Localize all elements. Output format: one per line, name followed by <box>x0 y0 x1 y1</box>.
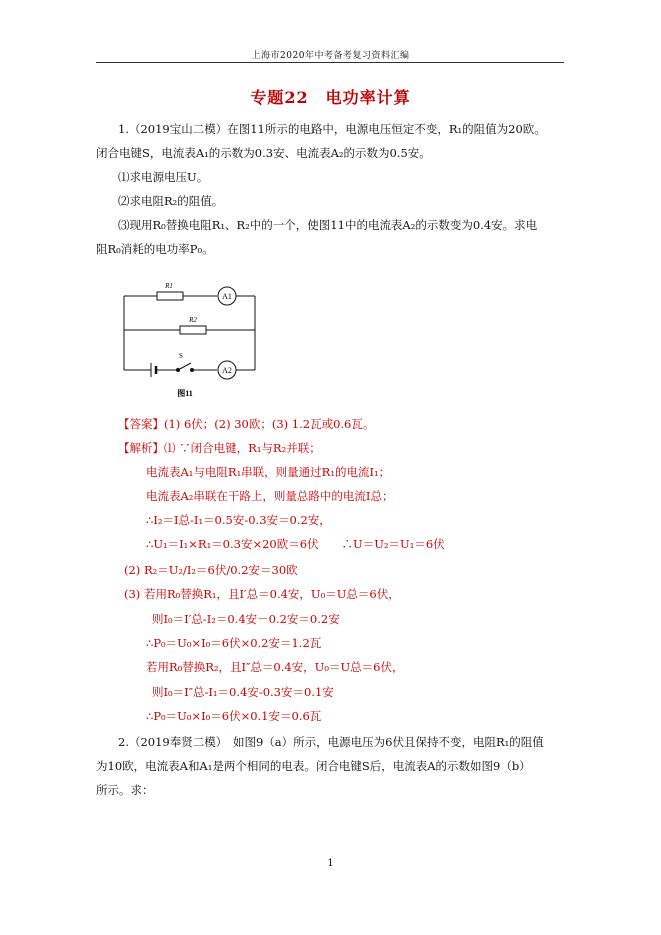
q1-part-3b: 阻R₀消耗的电功率P₀。 <box>96 242 214 256</box>
figure-caption: 图11 <box>177 389 193 398</box>
q2-line-2: 为10欧，电流表A和A₁是两个相同的电表。闭合电键S后，电流表A的示数如图9（b） <box>96 759 531 773</box>
document-title: 专题22 电功率计算 <box>250 88 411 107</box>
analysis-line-8: 则I₀＝I′总-I₂＝0.4安－0.2安＝0.2安 <box>152 612 340 626</box>
label-s: S <box>179 352 183 360</box>
analysis-line-6: (2) R₂＝U₂/I₂＝6伏/0.2安＝30欧 <box>124 563 298 577</box>
q1-line-1: 1.（2019宝山二模）在图11所示的电路中，电源电压恒定不变，R₁的阻值为20欧。 <box>118 122 546 136</box>
analysis-line-5: ∴U₁＝I₁×R₁＝0.3安×20欧＝6伏 ∴U＝U₂＝U₁＝6伏 <box>146 537 445 551</box>
analysis-line-9: ∴P₀＝U₀×I₀＝6伏×0.2安＝1.2瓦 <box>146 636 322 650</box>
q1-part-2: ⑵求电阻R₂的阻值。 <box>118 194 224 208</box>
q1-line-2: 闭合电键S，电流表A₁的示数为0.3安、电流表A₂的示数为0.5安。 <box>96 146 431 160</box>
analysis-line-3: 电流表A₂串联在干路上，则量总路中的电流I总； <box>146 489 394 503</box>
label-a2: A2 <box>222 366 232 375</box>
answer-line: 【答案】(1) 6伏；(2) 30欧；(3) 1.2瓦或0.6瓦。 <box>118 417 375 431</box>
label-r1: R1 <box>165 282 173 290</box>
resistor-r2 <box>180 326 206 334</box>
header-divider <box>96 62 564 63</box>
analysis-line-4: ∴I₂＝I总-I₁＝0.5安-0.3安＝0.2安， <box>146 513 331 527</box>
q2-line-1: 2.（2019奉贤二模） 如图9（a）所示，电源电压为6伏且保持不变，电阻R₁的阻值 <box>118 735 544 749</box>
q2-line-3: 所示。求： <box>96 783 154 797</box>
analysis-line-11: 则I₀＝I″总-I₁＝0.4安-0.3安＝0.1安 <box>152 685 334 699</box>
q1-part-3a: ⑶现用R₀替换电阻R₁、R₂中的一个，使图11中的电流表A₂的示数变为0.4安。求电 <box>118 218 538 232</box>
circuit-diagram <box>115 275 275 405</box>
label-a1: A1 <box>222 292 232 301</box>
page-header: 上海市2020年中考备考复习资料汇编 <box>251 51 410 61</box>
resistor-r1 <box>157 292 183 300</box>
page-number: 1 <box>327 858 334 869</box>
q1-part-1: ⑴求电源电压U。 <box>118 170 209 184</box>
analysis-line-7: (3) 若用R₀替换R₁，且I′总＝0.4安，U₀＝U总＝6伏， <box>124 587 400 601</box>
analysis-line-1: 【解析】⑴ ∵闭合电键，R₁与R₂并联； <box>118 441 321 455</box>
label-r2: R2 <box>189 316 197 324</box>
analysis-line-10: 若用R₀替换R₂，且I″总＝0.4安，U₀＝U总＝6伏， <box>146 660 404 674</box>
analysis-line-2: 电流表A₁与电阻R₁串联，则量通过R₁的电流I₁； <box>146 465 391 479</box>
switch-s <box>178 363 191 370</box>
analysis-line-12: ∴P₀＝U₀×I₀＝6伏×0.1安＝0.6瓦 <box>146 709 322 723</box>
